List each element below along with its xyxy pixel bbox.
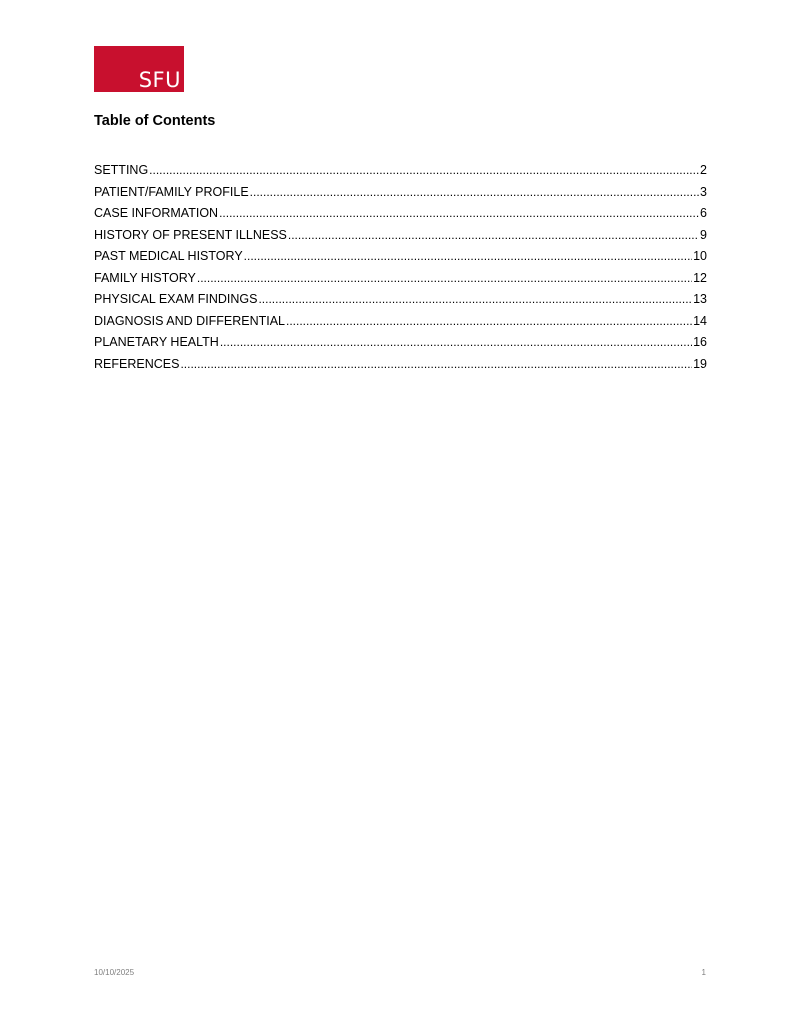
toc-entry-label: PATIENT/FAMILY PROFILE (94, 184, 249, 199)
footer-date: 10/10/2025 (94, 968, 135, 977)
toc-entry-page: 2 (700, 163, 707, 177)
toc-entry-history-of-present-illness[interactable] (94, 228, 707, 250)
toc-entry-references[interactable] (94, 357, 707, 379)
toc-entry-page: 19 (693, 356, 707, 371)
toc-entry-page: 16 (693, 335, 707, 349)
toc-dot-leader (197, 271, 692, 285)
toc-entry-label: CASE INFORMATION (94, 206, 219, 220)
toc-entry-page: 9 (700, 227, 707, 242)
toc-entry-setting[interactable] (94, 163, 707, 185)
toc-dot-leader (180, 357, 692, 371)
toc-entry-diagnosis-and-differential[interactable] (94, 314, 707, 336)
toc-entry-planetary-health[interactable] (94, 335, 707, 357)
toc-entry-page: 14 (693, 313, 707, 328)
logo-text: SFU (138, 68, 181, 92)
toc-entry-page: 10 (693, 249, 707, 263)
toc-entry-label: PLANETARY HEALTH (94, 335, 219, 349)
toc-dot-leader (244, 249, 692, 263)
toc-entry-case-information[interactable] (94, 206, 707, 228)
toc-entry-label: HISTORY OF PRESENT ILLNESS (94, 227, 287, 242)
toc-dot-leader (258, 292, 692, 306)
toc-dot-leader (250, 185, 699, 199)
toc-entry-label: SETTING (94, 163, 149, 177)
toc-entry-label: PAST MEDICAL HISTORY (94, 249, 243, 263)
toc-entry-patient-family-profile[interactable] (94, 185, 707, 207)
toc-dot-leader (219, 206, 699, 220)
toc-entry-page: 6 (700, 206, 707, 220)
footer-page-number: 1 (701, 968, 706, 977)
toc-entry-label: FAMILY HISTORY (94, 270, 196, 285)
toc-entry-page: 12 (693, 270, 707, 285)
toc-entry-past-medical-history[interactable] (94, 249, 707, 271)
toc-entry-physical-exam-findings[interactable] (94, 292, 707, 314)
toc-dot-leader (288, 228, 699, 242)
toc-entry-label: PHYSICAL EXAM FINDINGS (94, 292, 258, 306)
toc-entry-family-history[interactable] (94, 271, 707, 293)
toc-title: Table of Contents (94, 113, 216, 129)
toc-dot-leader (149, 163, 699, 177)
sfu-logo (94, 46, 184, 92)
toc-dot-leader (286, 314, 692, 328)
toc-list (94, 163, 707, 378)
toc-entry-label: DIAGNOSIS AND DIFFERENTIAL (94, 313, 286, 328)
toc-entry-label: REFERENCES (94, 356, 180, 371)
toc-entry-page: 13 (693, 292, 707, 306)
toc-dot-leader (220, 335, 692, 349)
toc-entry-page: 3 (700, 184, 707, 199)
